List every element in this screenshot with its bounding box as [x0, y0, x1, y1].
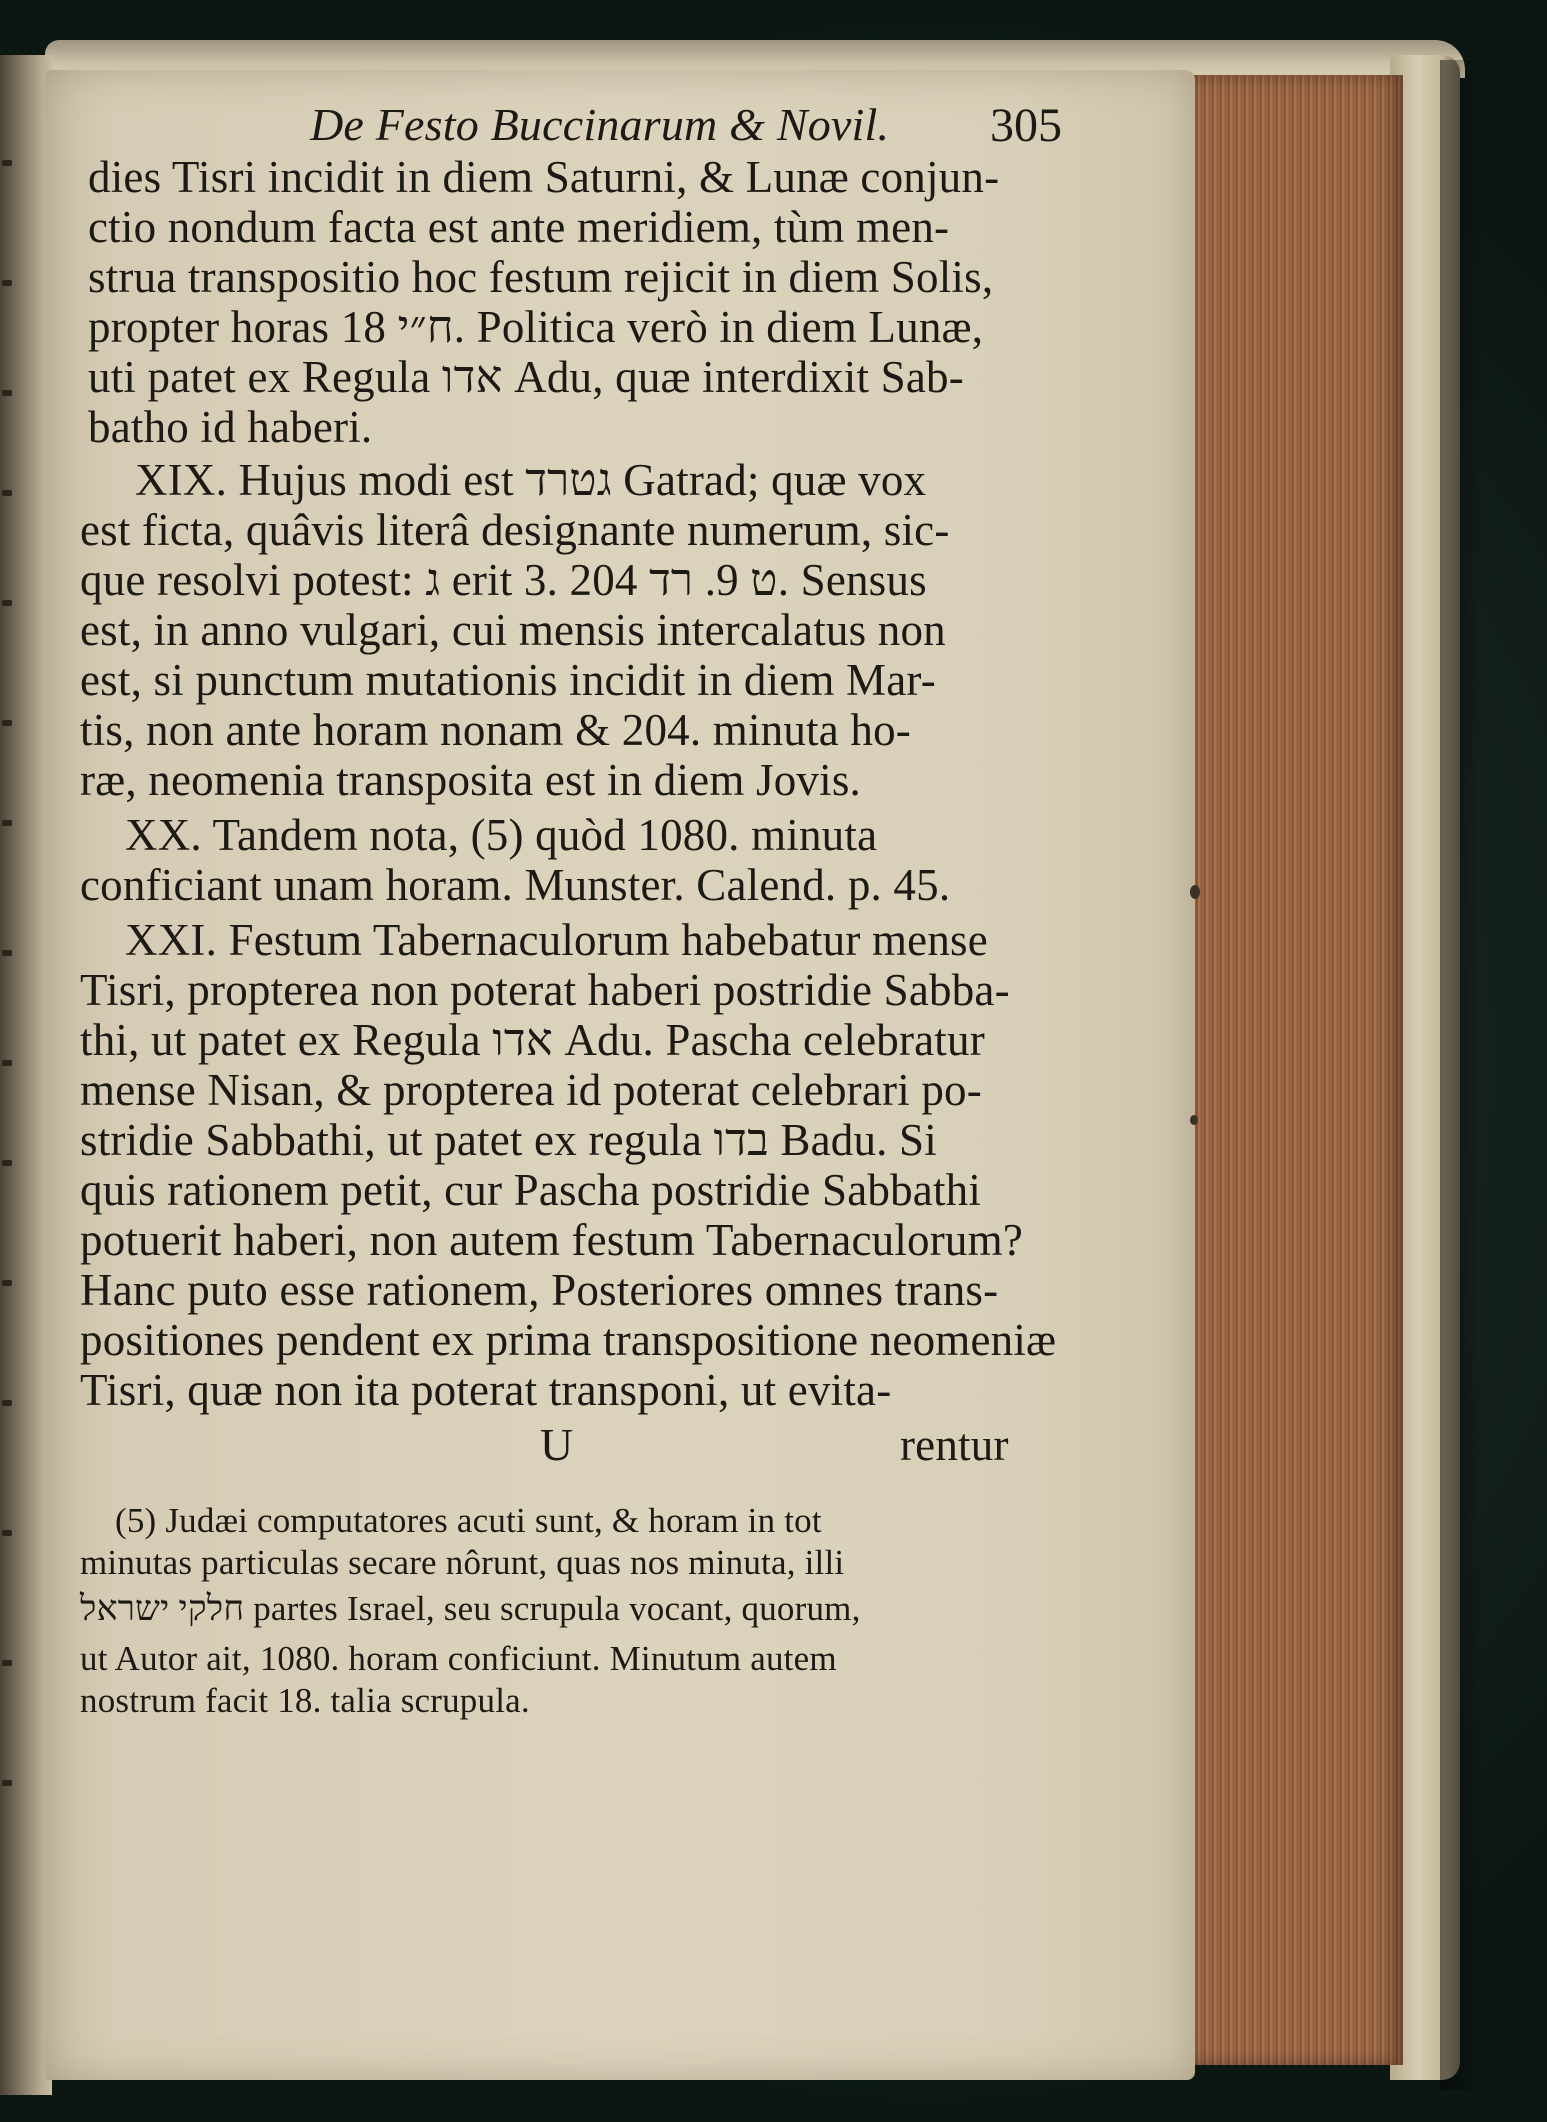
body-line: stridie Sabbathi, ut patet ex regula בדו Badu. Si [80, 1115, 937, 1165]
body-line: ctio nondum facta est ante meridiem, tùm men- [88, 202, 950, 252]
body-line: conficiant unam horam. Munster. Calend. p. 45. [80, 860, 951, 910]
body-line: propter horas ח״י 18. Politica verò in diem Lunæ, [88, 302, 984, 352]
body-line: tis, non ante horam nonam & 204. minuta ho- [80, 705, 911, 755]
body-line: est ficta, quâvis literâ designante numerum, sic- [80, 505, 950, 555]
body-line: potuerit haberi, non autem festum Tabernaculorum? [80, 1215, 1024, 1265]
footnote-line: nostrum facit 18. talia scrupula. [80, 1681, 530, 1720]
body-line: strua transpositio hoc festum rejicit in diem Solis, [88, 252, 994, 302]
signature-mark: U [540, 1419, 574, 1470]
body-line: dies Tisri incidit in diem Saturni, & Lunæ conjun- [88, 152, 1000, 202]
body-line: ræ, neomenia transposita est in diem Jovis. [80, 755, 861, 805]
page-number: 305 [990, 99, 1062, 152]
footnote-line: חלקי ישראל partes Israel, seu scrupula vocant, quorum, [80, 1589, 861, 1628]
catchword: rentur [900, 1420, 1009, 1470]
body-line: positiones pendent ex prima transpositione neomeniæ [80, 1315, 1057, 1365]
body-line: Tisri, propterea non poterat haberi postridie Sabba- [80, 965, 1010, 1015]
body-line: Hanc puto esse rationem, Posteriores omnes trans- [80, 1265, 999, 1315]
section-xxi-line: XXI. Festum Tabernaculorum habebatur mense [125, 915, 988, 965]
body-line: thi, ut patet ex Regula אדו Adu. Pascha celebratur [80, 1015, 985, 1065]
running-title: De Festo Buccinarum & Novil. [310, 99, 890, 150]
body-line: est, in anno vulgari, cui mensis intercalatus non [80, 605, 946, 655]
body-line: uti patet ex Regula אדו Adu, quæ interdixit Sab- [88, 352, 964, 402]
margin-mark [1190, 885, 1200, 899]
page-block-fore-edge [1190, 75, 1403, 2065]
margin-mark [1190, 1115, 1198, 1125]
body-line: Tisri, quæ non ita poterat transponi, ut evita- [80, 1365, 892, 1415]
footnote-line: ut Autor ait, 1080. horam conficiunt. Minutum autem [80, 1639, 837, 1678]
footnote-line: minutas particulas secare nôrunt, quas nos minuta, illi [80, 1543, 845, 1582]
facing-page-text-fragments [0, 160, 20, 1910]
body-line: batho id haberi. [88, 402, 373, 452]
cover-shadow [1440, 60, 1480, 2090]
footnote-line: (5) Judæi computatores acuti sunt, & horam in tot [115, 1501, 822, 1540]
body-line: est, si punctum mutationis incidit in diem Mar- [80, 655, 936, 705]
section-xx-line: XX. Tandem nota, (5) quòd 1080. minuta [125, 810, 878, 860]
body-line: quis rationem petit, cur Pascha postridie Sabbathi [80, 1165, 982, 1215]
body-line: que resolvi potest: ג erit 3. ט 9. רד 204. Sensus [80, 555, 927, 605]
body-line: mense Nisan, & propterea id poterat celebrari po- [80, 1065, 982, 1115]
section-xix-line: XIX. Hujus modi est גטרד Gatrad; quæ vox [135, 455, 927, 505]
